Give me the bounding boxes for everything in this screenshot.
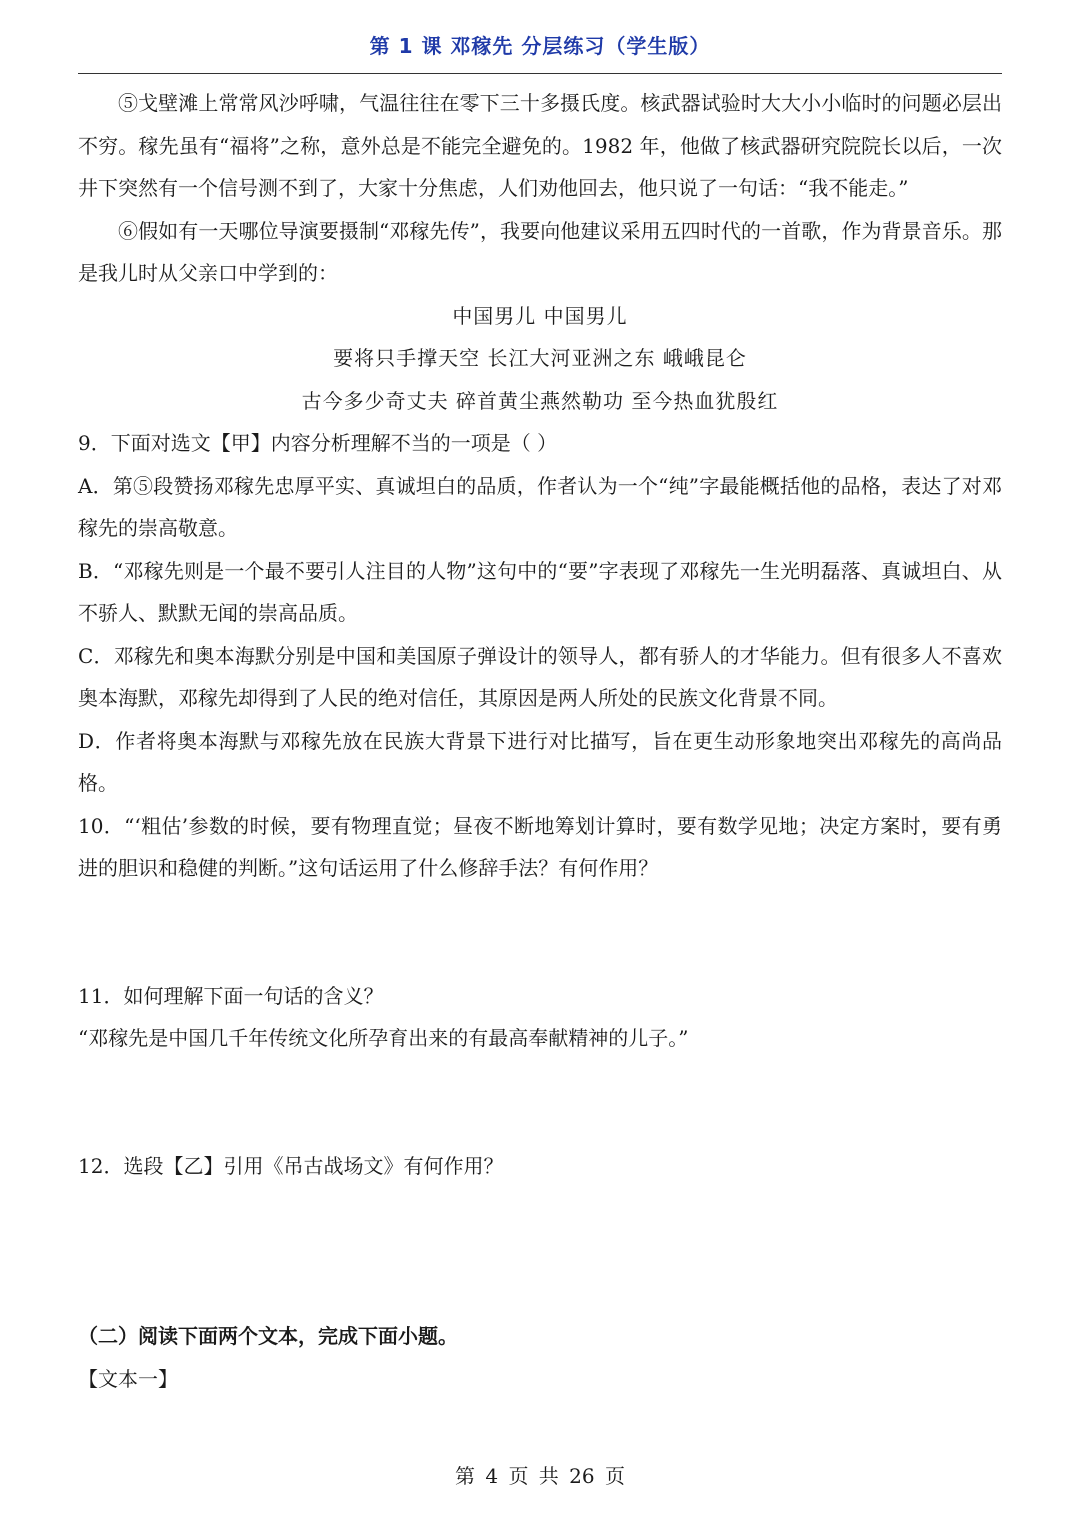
answer-space-q11 bbox=[78, 1060, 1002, 1145]
page-number: 第 4 页 共 26 页 bbox=[455, 1464, 625, 1488]
question-11-quote: “邓稼先是中国几千年传统文化所孕育出来的有最高奉献精神的儿子。” bbox=[78, 1026, 689, 1050]
question-12-stem: 12．选段【乙】引用《吊古战场文》有何作用？ bbox=[78, 1153, 504, 1178]
question-9-option-a: A．第⑤段赞扬邓稼先忠厚平实、真诚坦白的品质，作者认为一个“纯”字最能概括他的品格，表达了对邓稼先的崇高敬意。 bbox=[78, 473, 1002, 540]
header-divider bbox=[78, 73, 1002, 74]
poem-line-3: 古今多少奇丈夫 碎首黄尘燕然勒功 至今热血犹殷红 bbox=[301, 388, 779, 413]
paragraph-6: ⑥假如有一天哪位导演要摄制“邓稼先传”，我要向他建议采用五四时代的一首歌，作为背景音乐。那是我儿时从父亲口中学到的： bbox=[78, 218, 1002, 285]
question-10-stem: 10．“‘粗估’参数的时候，要有物理直觉；昼夜不断地筹划计算时，要有数学见地；决定方案时，要有勇进的胆识和稳健的判断。”这句话运用了什么修辞手法？有何作用？ bbox=[78, 813, 1002, 880]
paragraph-5: ⑤戈壁滩上常常风沙呼啸，气温往往在零下三十多摄氏度。核武器试验时大大小小临时的问题必层出不穷。稼先虽有“福将”之称，意外总是不能完全避免的。1982 年，他做了核武器研究院院长以后，一次井下突然有一个信号测不到了，大家十分焦虑，人们劝他回去，他只说了一句话：“我不能走。” bbox=[78, 91, 1002, 200]
document-body bbox=[78, 82, 1002, 1400]
question-9-option-b: B．“邓稼先则是一个最不要引人注目的人物”这句中的“要”字表现了邓稼先一生光明磊落、真诚坦白、从不骄人、默默无闻的崇高品质。 bbox=[78, 558, 1002, 625]
answer-space-q12 bbox=[78, 1187, 1002, 1315]
question-9-option-c: C．邓稼先和奥本海默分别是中国和美国原子弹设计的领导人，都有骄人的才华能力。但有很多人不喜欢奥本海默，邓稼先却得到了人民的绝对信任，其原因是两人所处的民族文化背景不同。 bbox=[78, 643, 1002, 710]
poem-line-2: 要将只手撑天空 长江大河亚洲之东 峨峨昆仑 bbox=[333, 346, 747, 370]
page-header-title: 第 1 课 邓稼先 分层练习（学生版） bbox=[369, 34, 711, 58]
question-9-stem: 9．下面对选文【甲】内容分析理解不当的一项是（ ） bbox=[78, 431, 558, 455]
text-one-label: 【文本一】 bbox=[78, 1366, 178, 1391]
section-2-title: （二）阅读下面两个文本，完成下面小题。 bbox=[78, 1324, 458, 1348]
question-9-option-d: D．作者将奥本海默与邓稼先放在民族大背景下进行对比描写，旨在更生动形象地突出邓稼先的高尚品格。 bbox=[78, 728, 1002, 795]
answer-space-q10 bbox=[78, 890, 1002, 975]
poem-line-1: 中国男儿 中国男儿 bbox=[452, 303, 628, 328]
question-11-stem: 11．如何理解下面一句话的含义？ bbox=[78, 983, 384, 1008]
